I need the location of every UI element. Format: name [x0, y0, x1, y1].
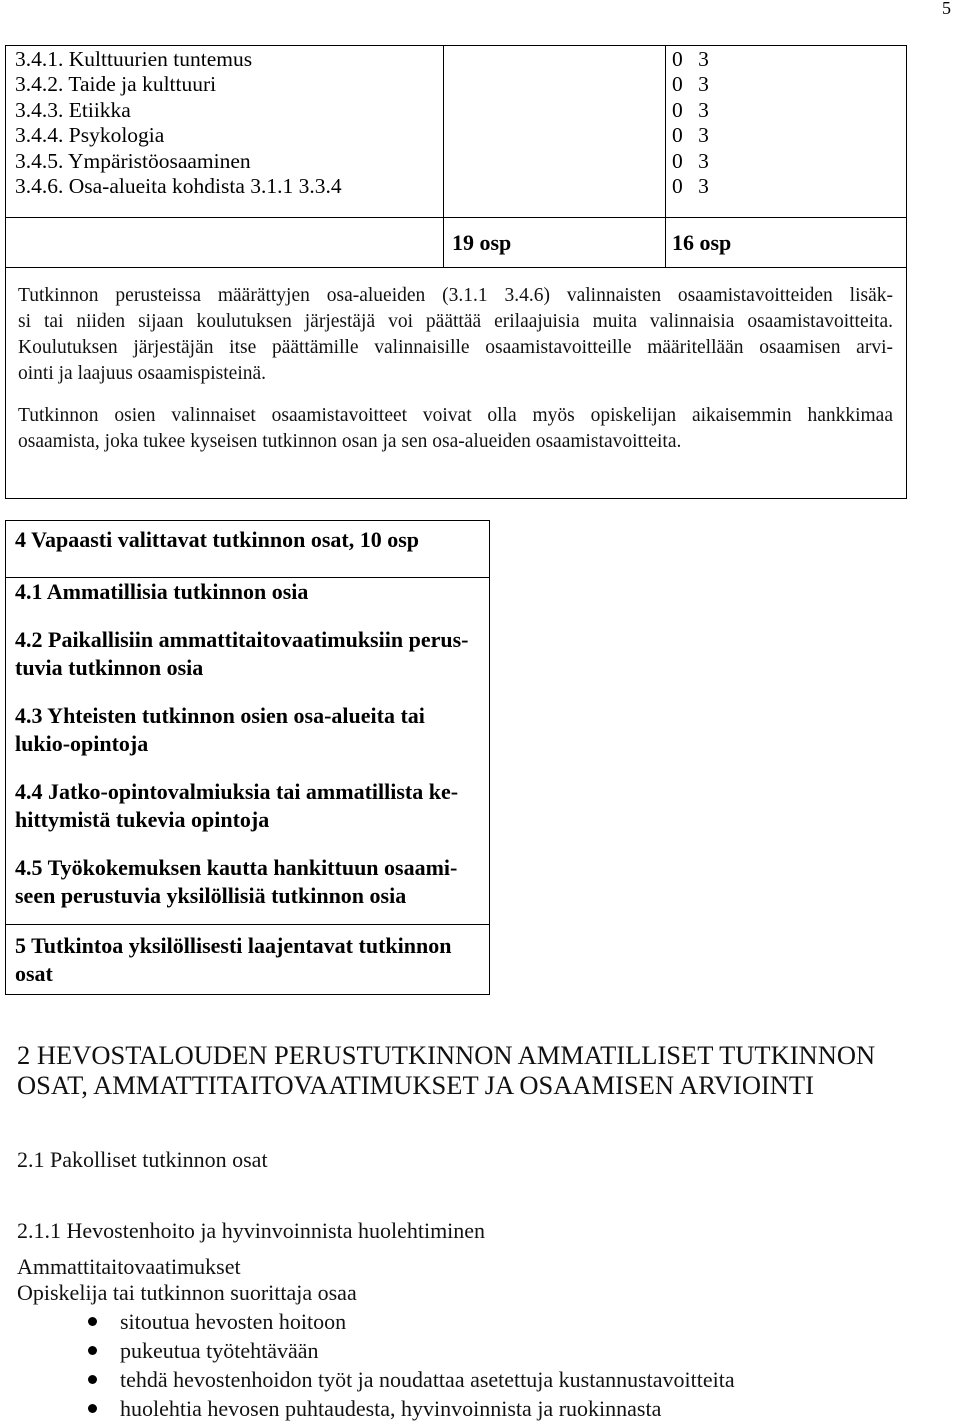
note-paragraph: [18, 283, 893, 387]
range-value: 0 3: [672, 47, 709, 71]
chapter-heading-line: OSAT, AMMATTITAITOVAATIMUKSET JA OSAAMISEN ARVIOINTI: [17, 1070, 814, 1100]
box-extension-line: 5 Tutkintoa yksilöllisesti laajentavat tutkinnon: [15, 933, 452, 958]
requirement-item: [0, 1336, 735, 1365]
requirement-text: sitoutua hevosten hoitoon: [120, 1309, 347, 1334]
box-heading: [6, 521, 489, 578]
area-list-cell: [6, 46, 444, 218]
area-item: 3.4.6. Osa-alueita kohdista 3.1.1 3.3.4: [15, 174, 342, 199]
free-choice-box: [5, 520, 490, 995]
requirements-label: Ammattitaitovaatimukset: [17, 1254, 241, 1279]
total-credits: 19 osp: [444, 218, 666, 268]
range-value: 0 3: [672, 174, 709, 199]
area-item: 3.4.3. Etiikka: [15, 97, 131, 122]
range-value: 0 3: [672, 72, 709, 97]
area-item: 3.4.5. Ympäristöosaaminen: [15, 148, 251, 173]
empty-cell: [444, 46, 666, 218]
bullet-icon: [88, 1404, 97, 1413]
note-line: Tutkinnon perusteissa määrättyjen osa-alueiden (3.1.1 3.4.6) valinnaisten osaamistavoitteiden lisäk-: [18, 285, 893, 306]
box-item: [15, 626, 489, 682]
bullet-icon: [88, 1346, 97, 1355]
box-item-line: tuvia tutkinnon osia: [15, 655, 204, 680]
requirement-item: [0, 1394, 735, 1423]
box-item-line: lukio-opintoja: [15, 731, 149, 756]
section-heading: 2.1 Pakolliset tutkinnon osat: [17, 1147, 268, 1172]
requirement-item: [0, 1365, 735, 1394]
range-value: 0 3: [672, 97, 709, 122]
note-paragraph: [18, 403, 893, 455]
range-value: 0 3: [672, 148, 709, 173]
box-item: [15, 778, 489, 834]
box-item: [15, 578, 489, 606]
table-note-cell: [6, 268, 906, 498]
box-item-line: seen perustuvia yksilöllisiä tutkinnon osia: [15, 883, 407, 908]
box-extension: [6, 925, 489, 994]
note-line: si tai niiden sijaan koulutuksen järjestäjä voi päättää erilaajuisia muita valinnaisia osaamistavoitteita.: [18, 311, 893, 332]
box-item-line: 4.4 Jatko-opintovalmiuksia tai ammatillista ke-: [15, 779, 459, 804]
empty-cell: [6, 218, 444, 268]
chapter-heading-line: 2 HEVOSTALOUDEN PERUSTUTKINNON AMMATILLISET TUTKINNON: [17, 1040, 876, 1070]
note-line: osaamista, joka tukee kyseisen tutkinnon osan ja sen osa-alueiden osaamistavoitteita.: [18, 431, 682, 452]
area-item: 3.4.1. Kulttuurien tuntemus: [15, 47, 253, 71]
range-value: 0 3: [672, 123, 709, 148]
range-list-cell: [666, 46, 906, 218]
box-item-list: [6, 578, 489, 925]
area-item: 3.4.2. Taide ja kulttuuri: [15, 72, 217, 97]
note-line: Tutkinnon osien valinnaiset osaamistavoitteet voivat olla myös opiskelijan aikaisemmin hankkimaa: [18, 405, 893, 426]
area-item: 3.4.4. Psykologia: [15, 123, 165, 148]
bullet-icon: [88, 1317, 97, 1326]
box-item-line: hittymistä tukevia opintoja: [15, 807, 270, 832]
requirements-list: [0, 1307, 735, 1423]
requirements-intro: Opiskelija tai tutkinnon suorittaja osaa: [17, 1280, 357, 1305]
note-line: Koulutuksen järjestäjän itse päättämille valinnaisille osaamistavoitteille määritellään osaamisen arvi-: [18, 337, 893, 358]
requirement-text: pukeutua työtehtävään: [120, 1338, 319, 1363]
box-item: [15, 702, 489, 758]
box-heading-text: 4 Vapaasti valittavat tutkinnon osat, 10 osp: [15, 527, 420, 552]
unit-heading: 2.1.1 Hevostenhoito ja hyvinvoinnista huolehtiminen: [17, 1218, 486, 1243]
page-number: 5: [942, 0, 951, 18]
box-item-line: 4.5 Työkokemuksen kautta hankittuun osaami-: [15, 855, 458, 880]
box-item-line: 4.1 Ammatillisia tutkinnon osia: [15, 579, 309, 604]
box-extension-line: osat: [15, 961, 53, 986]
box-item-line: 4.3 Yhteisten tutkinnon osien osa-alueita tai: [15, 703, 425, 728]
box-item-line: 4.2 Paikallisiin ammattitaitovaatimuksiin perus-: [15, 627, 469, 652]
total-credits: 16 osp: [666, 218, 906, 268]
note-line: ointi ja laajuus osaamispisteinä.: [18, 363, 267, 384]
chapter-heading: [17, 1040, 875, 1100]
requirement-text: huolehtia hevosen puhtaudesta, hyvinvoinnista ja ruokinnasta: [120, 1396, 662, 1421]
requirement-item: [0, 1307, 735, 1336]
requirement-text: tehdä hevostenhoidon työt ja noudattaa asetettuja kustannustavoitteita: [120, 1367, 735, 1392]
bullet-icon: [88, 1375, 97, 1384]
box-item: [15, 854, 489, 910]
competence-area-table: [5, 45, 907, 499]
